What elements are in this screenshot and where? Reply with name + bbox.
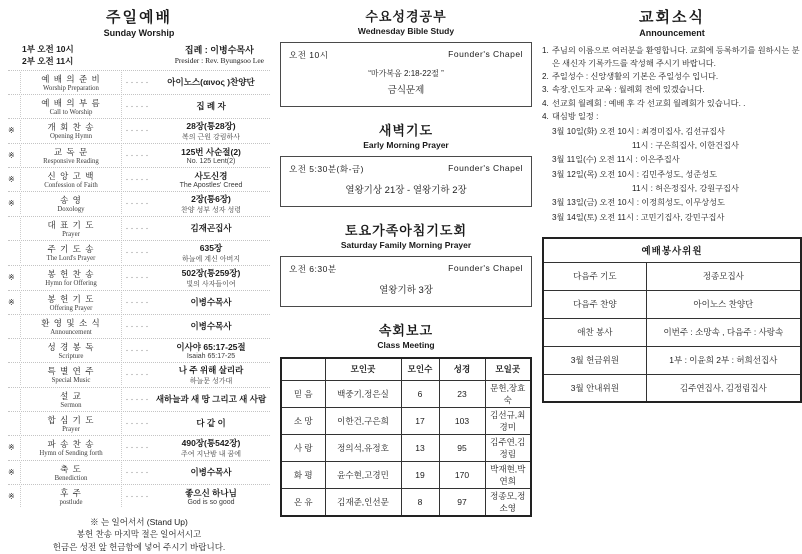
- committee-table-title: 예배봉사위원: [543, 238, 801, 262]
- announcement-item: [542, 110, 802, 123]
- order-item-value: [152, 393, 270, 405]
- order-item-value-main: 새하늘과 새 땅 그리고 새 사람: [155, 394, 267, 405]
- saturday-prayer-subtitle: Saturday Family Morning Prayer: [340, 240, 472, 250]
- stand-up-mark: ※: [8, 174, 15, 184]
- order-item-value: [152, 170, 270, 189]
- dotted-leader: [125, 120, 149, 142]
- class-place-cell: 박재현,박연희: [485, 461, 531, 488]
- order-item-label-english: Special Music: [51, 377, 91, 385]
- order-item-label-korean: 봉 헌 기 도: [47, 293, 95, 304]
- order-item-label: [20, 242, 122, 263]
- class-meeting-row: [281, 461, 531, 488]
- class-name-cell: 사 랑: [281, 434, 325, 461]
- order-item-value-sub: 찬양 성부 성자 성령: [181, 206, 241, 214]
- committee-title-row: [543, 238, 801, 262]
- announcement-item-text: 속장,인도자 교육 : 월례회 전에 있겠습니다.: [552, 85, 705, 95]
- order-item-value-sub: 복의 근원 강림하사: [182, 133, 240, 141]
- order-item-label-english: Scripture: [58, 352, 84, 360]
- saturday-prayer-title: 토요가족아침기도회: [344, 223, 468, 238]
- order-item-value: [152, 146, 270, 165]
- order-item-label-korean: 봉 헌 찬 송: [47, 269, 95, 280]
- class-meeting-section: [280, 320, 532, 517]
- class-meeting-header-cell: 모일곳: [485, 358, 531, 380]
- saturday-prayer-time: 오전 6:30분: [289, 264, 337, 274]
- order-item-value-sub: 주여 지난밤 내 꿈에: [181, 450, 241, 458]
- order-item-value-main: 이병수목사: [190, 467, 232, 478]
- committee-person-cell: 이번주 : 소망속 , 다음주 : 사랑속: [646, 318, 801, 346]
- order-item-value: [152, 417, 270, 429]
- committee-role-cell: 다음주 기도: [543, 262, 646, 290]
- class-meeting-header-row: [281, 358, 531, 380]
- worship-committee-table: [542, 237, 802, 403]
- order-item-label-english: The Lord's Prayer: [46, 255, 96, 263]
- class-meeting-header-cell: 모인수: [401, 358, 439, 380]
- order-item-value: [152, 267, 270, 289]
- class-attendance-cell: 6: [401, 380, 439, 407]
- order-item-label-korean: 특 별 연 주: [47, 366, 95, 377]
- early-prayer-subtitle: Early Morning Prayer: [363, 140, 449, 150]
- announcement-section: [542, 6, 802, 479]
- early-morning-prayer-section: [280, 120, 532, 207]
- early-prayer-title: 새벽기도: [378, 123, 434, 138]
- stand-up-mark: ※: [8, 443, 15, 453]
- announcement-item-text: 선교회 월례회 : 예배 후 각 선교회 월례회가 있습니다. .: [552, 98, 746, 108]
- committee-person-cell: 1부 : 이윤희 2부 : 허희선집사: [646, 346, 801, 374]
- dotted-leader: [125, 193, 149, 215]
- order-item-label: [20, 193, 122, 214]
- order-item-label: [20, 462, 122, 483]
- class-leaders-cell: 백중기,정은실: [325, 380, 401, 407]
- presider: [175, 43, 264, 68]
- announcement-item: [542, 44, 802, 70]
- order-item-label-korean: 주 기 도 송: [47, 244, 95, 255]
- worship-order-row: [8, 411, 270, 435]
- worship-header: [22, 43, 264, 68]
- class-meeting-header-cell: 성경: [439, 358, 485, 380]
- class-place-cell: 김주연,김정림: [485, 434, 531, 461]
- order-item-label-english: postlude: [59, 498, 83, 506]
- dotted-leader: [125, 364, 149, 386]
- order-item-value: [152, 100, 270, 112]
- order-item-label: [20, 316, 122, 337]
- service-time-2: 2부 오전 11시: [22, 56, 74, 67]
- order-item-label-english: Hymn for Offering: [45, 280, 97, 288]
- dotted-leader: [125, 316, 149, 337]
- class-bible-cell: 103: [439, 407, 485, 434]
- order-item-value-main: 125번 사순절(2): [181, 146, 241, 157]
- stand-up-mark: ※: [8, 297, 15, 307]
- class-leaders-cell: 정의석,유정호: [325, 434, 401, 461]
- class-attendance-cell: 19: [401, 461, 439, 488]
- order-item-label-english: Hymn of Sending forth: [39, 450, 103, 458]
- worship-order-row: [8, 460, 270, 484]
- order-item-value-sub: 하늘문 성가대: [189, 377, 233, 385]
- order-item-value-main: 28장(통28장): [186, 120, 236, 131]
- order-item-label-english: Call to Worship: [49, 108, 93, 116]
- order-item-value: [152, 437, 270, 459]
- order-item-value-main: 502장(통259장): [181, 267, 241, 278]
- sunday-worship-section: [8, 6, 270, 553]
- order-item-value-main: 다 같 이: [196, 418, 226, 429]
- footnote-line: 봉헌 찬송 마지막 절은 일어서시고: [76, 529, 202, 540]
- order-item-value-sub: 빛의 사자들이여: [186, 280, 236, 288]
- dotted-leader: [125, 389, 149, 410]
- worship-order-row: [8, 143, 270, 167]
- announcement-item-text: 주님의 이름으로 여러분을 환영합니다. 교회에 등록하기를 원하시는 분은 새신자 기록카드를 작성해 주시기 바랍니다.: [552, 46, 800, 69]
- announcement-item-text: 주일성수 : 신앙생활의 기본은 주일성수 입니다.: [552, 72, 719, 82]
- order-item-value-main: 나 주 위해 살리라: [178, 364, 244, 375]
- announcement-list: [542, 44, 802, 123]
- committee-person-cell: 아이노스 찬양단: [646, 290, 801, 318]
- committee-role-cell: 다음주 찬양: [543, 290, 646, 318]
- order-item-label-korean: 성 경 봉 독: [47, 341, 95, 352]
- order-item-label-korean: 교 독 문: [53, 146, 89, 157]
- order-item-label: [20, 96, 122, 117]
- order-item-value-main: 사도신경: [194, 170, 228, 181]
- class-bible-cell: 97: [439, 488, 485, 516]
- sunday-worship-title: 주일예배: [106, 9, 172, 26]
- dotted-leader: [125, 169, 149, 190]
- order-item-label: [20, 389, 122, 410]
- visitation-schedule-line: 3월 10일(화) 오전 10시 : 최경미집사, 김선규집사: [552, 126, 725, 136]
- committee-row: [543, 290, 801, 318]
- committee-role-cell: 애찬 봉사: [543, 318, 646, 346]
- dotted-leader: [125, 267, 149, 289]
- order-item-label-korean: 대 표 기 도: [47, 219, 95, 230]
- order-item-value: [152, 242, 270, 264]
- announcement-item-number: 3.: [542, 85, 549, 95]
- announcement-item: [542, 70, 802, 83]
- order-item-value-main: 김재곤집사: [190, 223, 232, 234]
- order-item-label: [20, 169, 122, 190]
- class-place-cell: 정종모,정소영: [485, 488, 531, 516]
- visitation-schedule-line: 3월 12일(목) 오전 10시 : 김민주성도, 성준성도: [552, 169, 718, 179]
- announcement-subtitle: Announcement: [639, 28, 705, 38]
- wednesday-study-time: 오전 10시: [289, 50, 329, 60]
- worship-order-row: [8, 265, 270, 290]
- order-item-value: [152, 222, 270, 234]
- wednesday-study-topic: 금식문제: [387, 85, 425, 96]
- presider-english: Presider : Rev. Byungsoo Lee: [174, 56, 264, 65]
- stand-up-mark: ※: [8, 273, 15, 283]
- early-prayer-passage: 열왕기상 21장 - 열왕기하 2장: [345, 185, 467, 196]
- order-item-label-korean: 환 영 및 소 식: [41, 317, 101, 328]
- order-item-value-sub: Isaiah 65:17-25: [186, 352, 236, 360]
- dotted-leader: [125, 145, 149, 166]
- order-item-label: [20, 340, 122, 361]
- worship-order-row: [8, 191, 270, 216]
- saturday-prayer-box: [280, 256, 532, 307]
- worship-footnotes: [8, 516, 270, 554]
- dotted-leader: [125, 437, 149, 459]
- order-item-label-english: Prayer: [62, 230, 80, 238]
- order-item-value: [152, 466, 270, 478]
- dotted-leader: [125, 292, 149, 313]
- committee-role-cell: 3월 헌금위원: [543, 346, 646, 374]
- dotted-leader: [125, 340, 149, 361]
- class-attendance-cell: 13: [401, 434, 439, 461]
- order-item-label-korean: 파 송 찬 송: [47, 439, 95, 450]
- order-item-value-main: 2장(통6장): [191, 193, 231, 204]
- visitation-schedule-line: 11시 : 구은희집사, 이한건집사: [632, 141, 739, 151]
- worship-order-row: [8, 167, 270, 191]
- saturday-prayer-place: Founder's Chapel: [448, 263, 523, 273]
- class-meeting-subtitle: Class Meeting: [377, 340, 435, 350]
- visitation-schedule-line: 11시 : 허은정집사, 강원구집사: [632, 184, 739, 194]
- order-item-value-main: 집 례 자: [196, 101, 226, 112]
- order-item-value-main: 이사야 65:17-25절: [176, 341, 246, 352]
- order-item-label: [20, 120, 122, 141]
- order-item-label: [20, 437, 122, 458]
- saturday-prayer-passage: 열왕기하 3장: [379, 285, 433, 296]
- committee-row: [543, 374, 801, 402]
- committee-row: [543, 262, 801, 290]
- middle-column: [280, 6, 532, 513]
- early-prayer-time: 오전 5:30분(화-금): [289, 164, 364, 174]
- class-place-cell: 김선규,최경미: [485, 407, 531, 434]
- stand-up-mark: ※: [8, 199, 15, 209]
- worship-order-row: [8, 387, 270, 411]
- order-item-label-english: Benediction: [54, 474, 88, 482]
- order-item-label-english: Offering Prayer: [49, 304, 93, 312]
- service-times: [22, 43, 74, 68]
- committee-person-cell: 정종모집사: [646, 262, 801, 290]
- class-meeting-row: [281, 434, 531, 461]
- order-item-value: [152, 320, 270, 332]
- order-item-label-english: Sermon: [60, 401, 82, 409]
- footnote-line: ※ 는 일어서서 (Stand Up): [90, 516, 188, 527]
- order-item-label-english: Responsive Reading: [43, 157, 99, 165]
- class-place-cell: 문헌,장효숙: [485, 380, 531, 407]
- class-bible-cell: 23: [439, 380, 485, 407]
- order-item-label-korean: 합 심 기 도: [47, 414, 95, 425]
- order-item-label-english: Prayer: [62, 425, 80, 433]
- order-item-label: [20, 145, 122, 166]
- class-leaders-cell: 김재준,인선문: [325, 488, 401, 516]
- wednesday-bible-study-section: [280, 6, 532, 107]
- early-prayer-box: [280, 156, 532, 207]
- order-item-value: [152, 487, 270, 506]
- order-item-label: [20, 292, 122, 313]
- order-item-value-main: 아이노스(αινος )찬양단: [167, 77, 255, 88]
- wednesday-study-passage: “마가복음 2:18-22절 ”: [368, 69, 444, 78]
- order-item-label: [20, 218, 122, 239]
- stand-up-mark: ※: [8, 491, 15, 501]
- order-item-value-main: 이병수목사: [190, 321, 232, 332]
- order-item-label-english: Worship Preparation: [43, 84, 99, 92]
- stand-up-mark: ※: [8, 467, 15, 477]
- class-meeting-table: [280, 357, 532, 517]
- order-item-label-korean: 설 교: [60, 390, 82, 401]
- announcement-item-number: 2.: [542, 72, 549, 82]
- order-item-value: [152, 76, 270, 88]
- order-item-label-korean: 축 도: [60, 463, 82, 474]
- class-meeting-header-cell: [281, 358, 325, 380]
- committee-role-cell: 3월 안내위원: [543, 374, 646, 402]
- order-item-value: [152, 341, 270, 360]
- class-name-cell: 소 망: [281, 407, 325, 434]
- announcement-item: [542, 83, 802, 96]
- early-prayer-place: Founder's Chapel: [448, 163, 523, 173]
- order-item-label: [20, 267, 122, 288]
- order-item-label: [20, 72, 122, 93]
- order-item-label-english: Announcement: [50, 328, 92, 336]
- worship-order-row: [8, 314, 270, 338]
- wednesday-study-place: Founder's Chapel: [448, 49, 523, 59]
- worship-order-row: [8, 216, 270, 240]
- class-meeting-row: [281, 380, 531, 407]
- class-meeting-title: 속회보고: [378, 323, 434, 338]
- order-item-label-korean: 예 배 의 부 름: [41, 97, 101, 108]
- visitation-schedule-line: 3월 13일(금) 오전 10시 : 이정희성도, 이무상성도: [552, 198, 725, 208]
- worship-order-row: [8, 240, 270, 265]
- order-item-value: [152, 120, 270, 142]
- order-item-label-korean: 예 배 의 준 비: [41, 73, 101, 84]
- presider-korean: 집례 : 이병수목사: [184, 45, 254, 55]
- worship-order-row: [8, 484, 270, 508]
- order-item-value-main: 635장: [199, 242, 223, 253]
- committee-row: [543, 346, 801, 374]
- order-item-label-korean: 신 앙 고 백: [47, 170, 95, 181]
- order-item-value-main: 좋으신 하나님: [185, 487, 237, 498]
- order-item-label: [20, 486, 122, 507]
- order-item-value-sub: 하늘에 계신 아버지: [182, 255, 240, 263]
- stand-up-mark: ※: [8, 126, 15, 136]
- worship-order-row: [8, 290, 270, 314]
- order-item-label-english: Opening Hymn: [49, 133, 93, 141]
- announcement-item-number: 4.: [542, 98, 549, 108]
- dotted-leader: [125, 462, 149, 483]
- announcement-title: 교회소식: [639, 9, 705, 26]
- worship-order-row: [8, 70, 270, 94]
- worship-order-row: [8, 94, 270, 118]
- order-item-value: [152, 364, 270, 386]
- worship-order-list: [8, 70, 270, 508]
- class-name-cell: 화 평: [281, 461, 325, 488]
- order-item-value-sub: No. 125 Lent(2): [186, 157, 236, 165]
- wednesday-study-box: [280, 42, 532, 107]
- committee-person-cell: 김주연집사, 김정림집사: [646, 374, 801, 402]
- service-time-1: 1부 오전 10시: [22, 44, 74, 54]
- class-attendance-cell: 17: [401, 407, 439, 434]
- visitation-schedule-line: 3월 11일(수) 오전 11시 : 이은주집사: [552, 155, 680, 165]
- wednesday-study-title: 수요성경공부: [365, 9, 447, 24]
- class-meeting-row: [281, 407, 531, 434]
- visitation-schedule: [542, 125, 802, 225]
- worship-order-row: [8, 362, 270, 387]
- order-item-label: [20, 364, 122, 385]
- class-leaders-cell: 이한건,구은희: [325, 407, 401, 434]
- announcement-item-text: 대심방 일정 :: [552, 111, 599, 121]
- order-item-value: [152, 296, 270, 308]
- footnote-line: 헌금은 성전 앞 헌금함에 넣어 주시기 바랍니다.: [52, 542, 226, 553]
- order-item-value-main: 490장(통542장): [181, 437, 241, 448]
- class-bible-cell: 95: [439, 434, 485, 461]
- order-item-value-sub: God is so good: [187, 498, 235, 506]
- dotted-leader: [125, 242, 149, 264]
- committee-row: [543, 318, 801, 346]
- class-name-cell: 온 유: [281, 488, 325, 516]
- class-attendance-cell: 8: [401, 488, 439, 516]
- order-item-label: [20, 413, 122, 434]
- order-item-label-korean: 후 주: [60, 487, 82, 498]
- class-bible-cell: 170: [439, 461, 485, 488]
- announcement-item-number: 1.: [542, 46, 549, 55]
- class-leaders-cell: 윤수현,고경민: [325, 461, 401, 488]
- class-meeting-header-cell: 모인곳: [325, 358, 401, 380]
- announcement-item: [542, 97, 802, 110]
- dotted-leader: [125, 413, 149, 434]
- dotted-leader: [125, 218, 149, 239]
- order-item-value: [152, 193, 270, 215]
- class-name-cell: 믿 음: [281, 380, 325, 407]
- dotted-leader: [125, 486, 149, 507]
- order-item-label-english: Confession of Faith: [44, 181, 98, 189]
- class-meeting-row: [281, 488, 531, 516]
- order-item-label-korean: 개 회 찬 송: [47, 122, 95, 133]
- worship-order-row: [8, 118, 270, 143]
- worship-order-row: [8, 338, 270, 362]
- saturday-prayer-section: [280, 220, 532, 307]
- dotted-leader: [125, 72, 149, 93]
- order-item-label-english: Doxology: [57, 206, 85, 214]
- stand-up-mark: ※: [8, 150, 15, 160]
- announcement-item-number: 4.: [542, 111, 549, 121]
- wednesday-study-subtitle: Wednesday Bible Study: [357, 26, 455, 36]
- order-item-label-korean: 송 영: [60, 195, 82, 206]
- order-item-value-main: 이병수목사: [190, 297, 232, 308]
- order-item-value-sub: The Apostles' Creed: [179, 181, 243, 189]
- visitation-schedule-line: 3월 14일(토) 오전 11시 : 고민기집사, 강민구집사: [552, 212, 725, 222]
- worship-order-row: [8, 435, 270, 460]
- sunday-worship-subtitle: Sunday Worship: [103, 28, 175, 38]
- dotted-leader: [125, 96, 149, 117]
